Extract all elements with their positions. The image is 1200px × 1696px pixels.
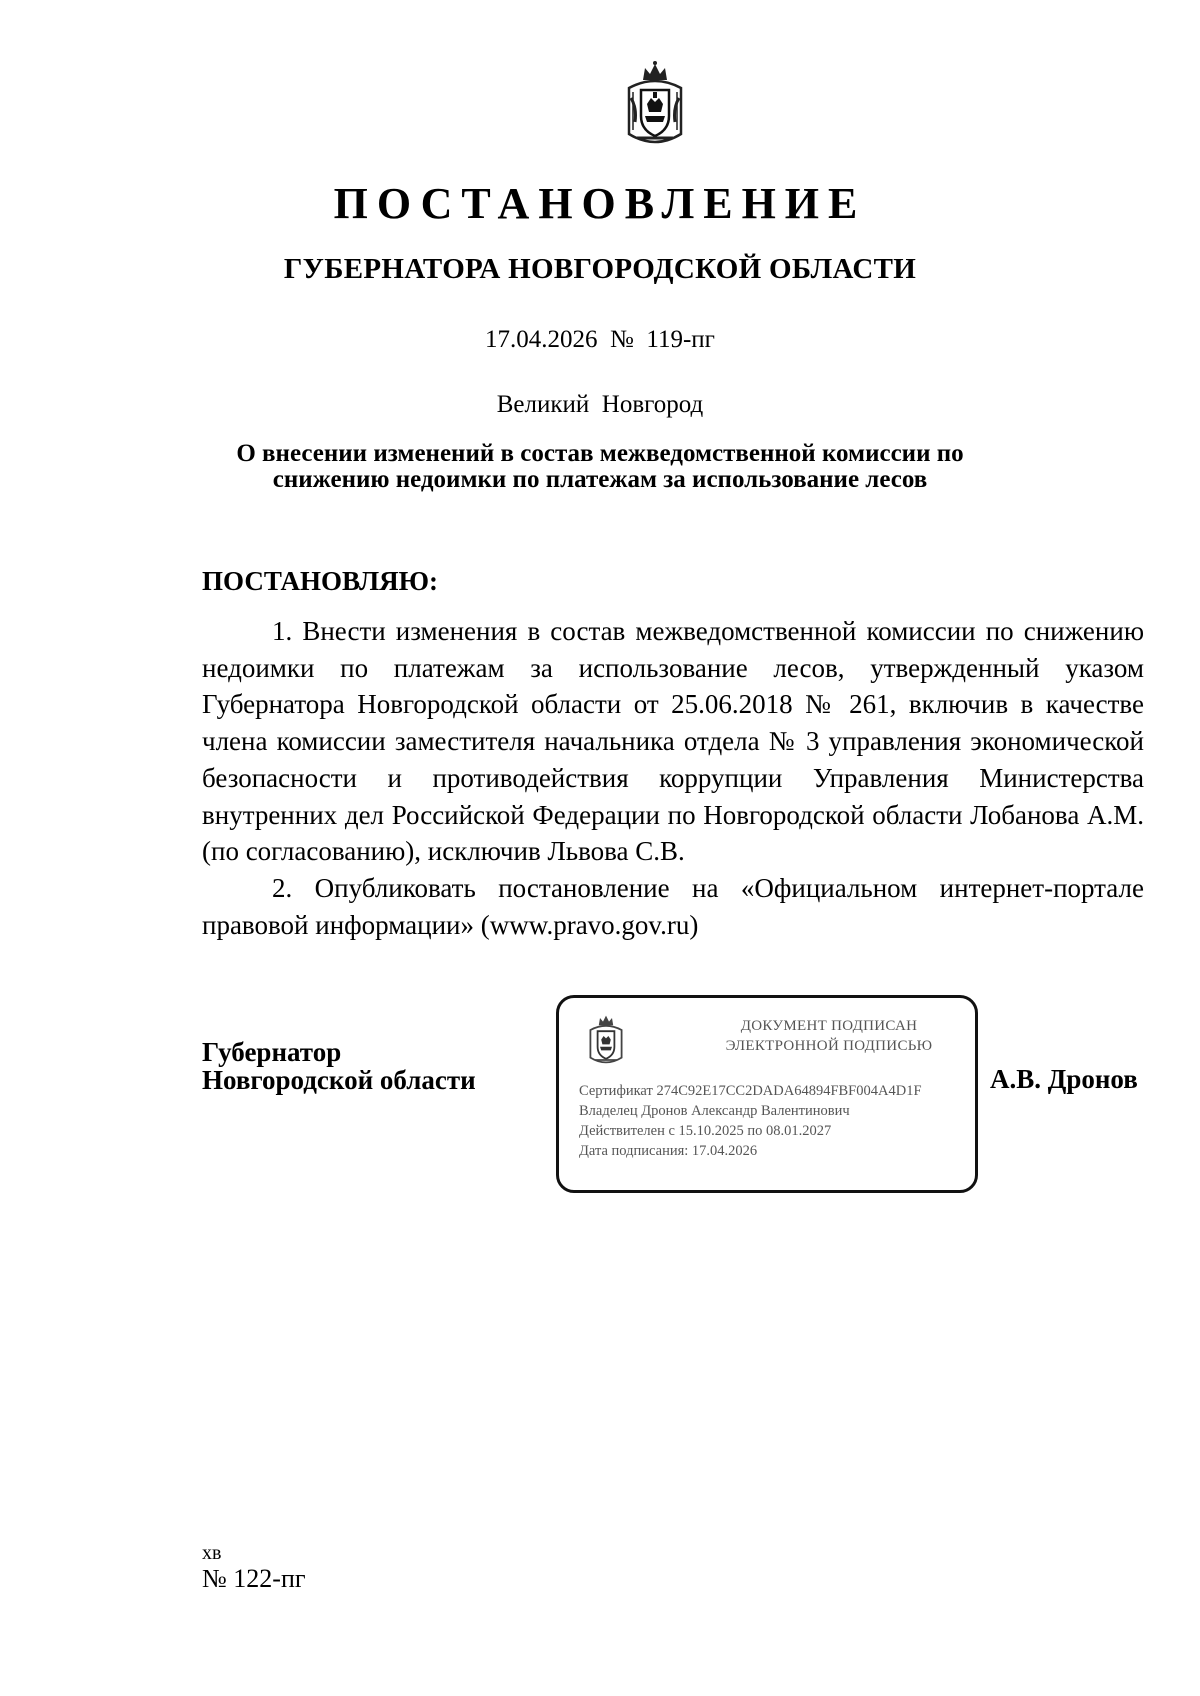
stamp-owner: Владелец Дронов Александр Валентинович	[579, 1103, 850, 1119]
stamp-certificate: Сертификат 274C92E17CC2DADA64894FBF004A4D1F	[579, 1083, 922, 1099]
paragraph-1: 1. Внести изменения в состав межведомственной комиссии по снижению недоимки по платежам за использование лесов, утвержденный указом Губернатора Новгородской области от 25.06.2018 № 261, включив в качестве члена комиссии заместителя начальника отдела № 3 управления экономической безопасности и противодействия коррупции Управления Министерства внутренних дел Российской Федерации по Новгородской области Лобанова А.М. (по согласованию), исключив Львова С.В.	[202, 616, 1144, 867]
subject-line-1: О внесении изменений в состав межведомственной комиссии по	[236, 440, 964, 467]
subject-line-2: снижению недоимки по платежам за использование лесов	[272, 466, 928, 493]
document-type-title: ПОСТАНОВЛЕНИЕ	[333, 179, 867, 228]
position-line-2: Новгородской области	[202, 1065, 476, 1095]
stamp-signed-date: Дата подписания: 17.04.2026	[579, 1143, 758, 1159]
date-and-number: 17.04.2026 № 119-пг	[485, 326, 715, 353]
issuer-title: ГУБЕРНАТОРА НОВГОРОДСКОЙ ОБЛАСТИ	[283, 253, 917, 285]
registration-number: № 122-пг	[202, 1564, 306, 1593]
stamp-heading-line-1: ДОКУМЕНТ ПОДПИСАН	[740, 1018, 918, 1034]
resolve-heading: ПОСТАНОВЛЯЮ:	[202, 566, 438, 596]
city: Великий Новгород	[496, 391, 704, 418]
document-subject	[0, 441, 1200, 493]
paragraph-2: 2. Опубликовать постановление на «Официальном интернет-портале правовой информации» (www.pravo.gov.ru)	[202, 873, 1144, 940]
stamp-coat-of-arms-icon	[586, 1012, 626, 1066]
position-line-1: Губернатор	[202, 1037, 342, 1067]
coat-of-arms-icon	[623, 58, 687, 148]
signatory-name: А.В. Дронов	[990, 1064, 1138, 1094]
signatory-position	[202, 1038, 476, 1094]
stamp-heading-line-2: ЭЛЕКТРОННОЙ ПОДПИСЬЮ	[725, 1038, 933, 1054]
electronic-signature-stamp	[556, 995, 978, 1193]
registration-code: хв	[202, 1542, 222, 1564]
stamp-validity: Действителен с 15.10.2025 по 08.01.2027	[579, 1123, 832, 1139]
